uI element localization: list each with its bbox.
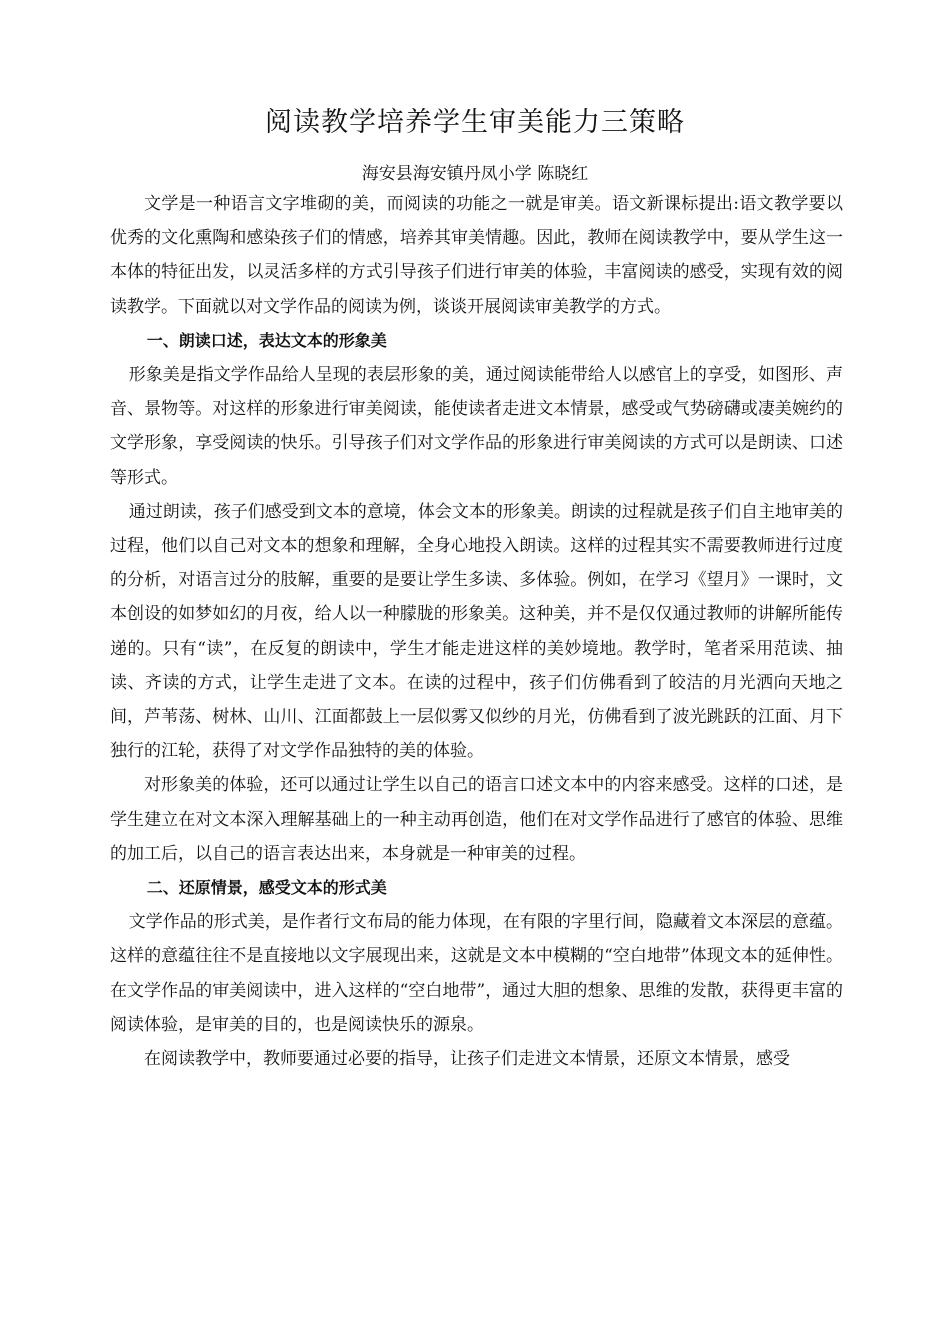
document-title: 阅读教学培养学生审美能力三策略 — [265, 107, 685, 138]
author-line: 海安县海安镇丹凤小学 陈晓红 — [361, 164, 589, 184]
section2-paragraph-1: 文学作品的形式美，是作者行文布局的能力体现，在有限的字里行间，隐藏着文本深层的意蕴。这样的意蕴往往不是直接地以文字展现出来，这就是文本中模糊的“空白地带”体现文本的延伸性。在文学作品的审美阅读中，进入这样的“空白地带”，通过大胆的想象、思维的发散，获得更丰富的阅读体验，是审美的目的，也是阅读快乐的源泉。 — [110, 912, 843, 1035]
document-body — [110, 187, 843, 1076]
section-heading-1: 一、朗读口述，表达文本的形象美 — [146, 330, 387, 350]
section1-paragraph-2: 通过朗读，孩子们感受到文本的意境，体会文本的形象美。朗读的过程就是孩子们自主地审美的过程，他们以自己对文本的想象和理解，全身心地投入朗读。这样的过程其实不需要教师进行过度的分析，对语言过分的肢解，重要的是要让学生多读、多体验。例如，在学习《望月》一课时，文本创设的如梦如幻的月夜，给人以一种朦胧的形象美。这种美，并不是仅仅通过教师的讲解所能传递的。只有“读”，在反复的朗读中，学生才能走进这样的美妙境地。教学时，笔者采用范读、抽读、齐读的方式，让学生走进了文本。在读的过程中，孩子们仿佛看到了皎洁的月光洒向天地之间，芦苇荡、树林、山川、江面都鼓上一层似雾又似纱的月光，仿佛看到了波光跳跃的江面、月下独行的江轮，获得了对文学作品独特的美的体验。 — [110, 501, 843, 762]
intro-paragraph: 文学是一种语言文字堆砌的美，而阅读的功能之一就是审美。语文新课标提出:语文教学要以优秀的文化熏陶和感染孩子们的情感，培养其审美情趣。因此，教师在阅读教学中，要从学生这一本体的特征出发，以灵活多样的方式引导孩子们进行审美的体验，丰富阅读的感受，实现有效的阅读教学。下面就以对文学作品的阅读为例，谈谈开展阅读审美教学的方式。 — [110, 194, 843, 317]
section2-paragraph-2: 在阅读教学中，教师要通过必要的指导，让孩子们走进文本情景，还原文本情景，感受 — [144, 1049, 790, 1070]
section1-paragraph-3: 对形象美的体验，还可以通过让学生以自己的语言口述文本中的内容来感受。这样的口述，是学生建立在对文本深入理解基础上的一种主动再创造，他们在对文学作品进行了感官的体验、思维的加工后，以自己的语言表达出来，本身就是一种审美的过程。 — [110, 775, 843, 864]
section-heading-2: 二、还原情景，感受文本的形式美 — [146, 878, 387, 898]
section1-paragraph-1: 形象美是指文学作品给人呈现的表层形象的美，通过阅读能带给人以感官上的享受，如图形、声音、景物等。对这样的形象进行审美阅读，能使读者走进文本情景，感受或气势磅礴或凄美婉约的文学形象，享受阅读的快乐。引导孩子们对文学作品的形象进行审美阅读的方式可以是朗读、口述等形式。 — [110, 365, 843, 488]
